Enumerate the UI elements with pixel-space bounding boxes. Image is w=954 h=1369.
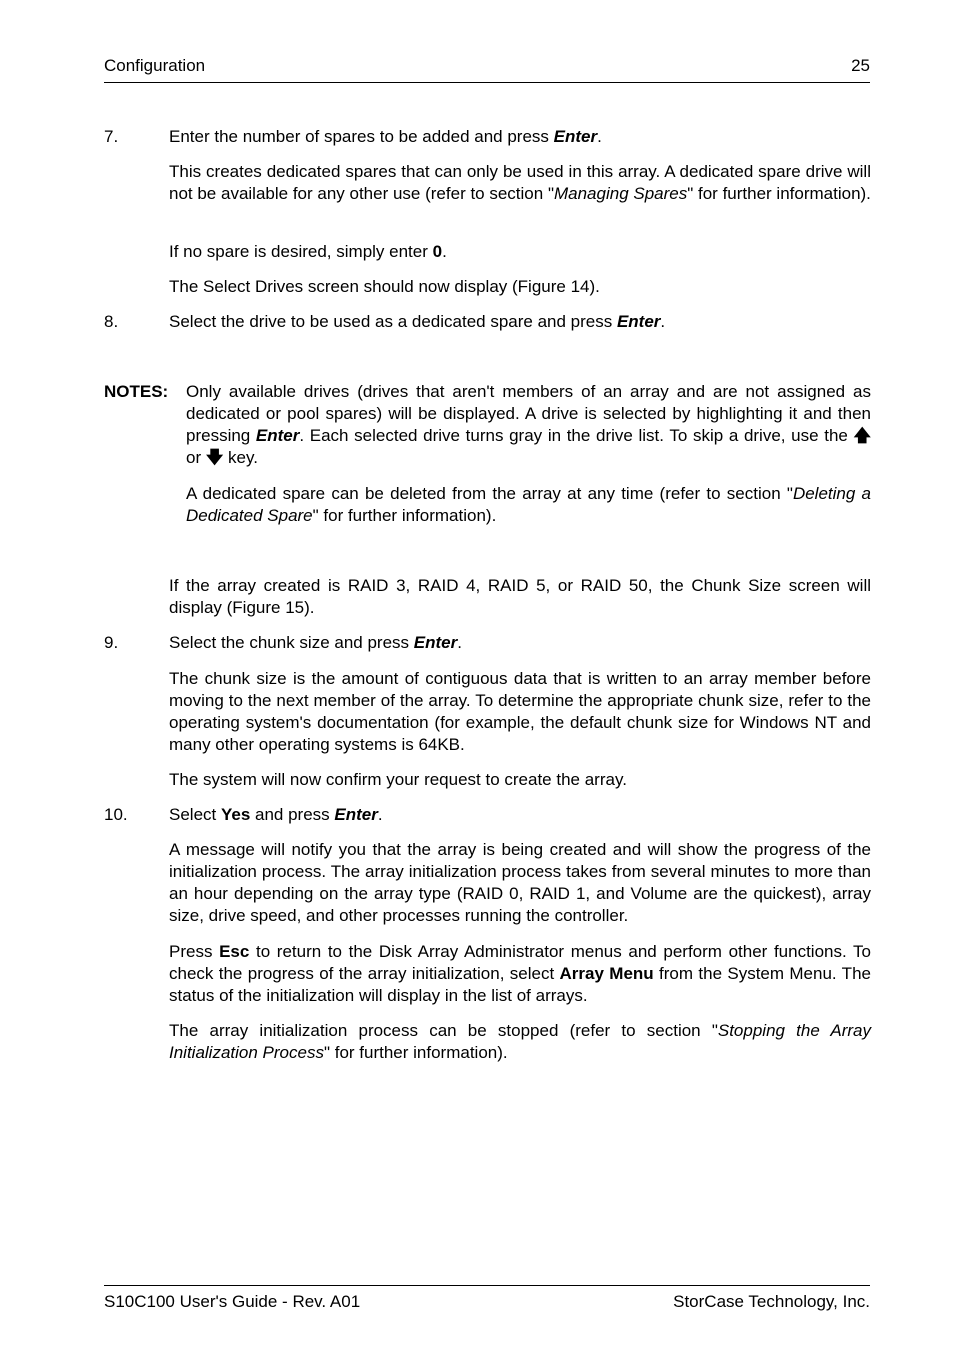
header-page-number: 25 bbox=[851, 56, 870, 75]
page-footer bbox=[104, 1285, 870, 1317]
footer-company-name: StorCase Technology, Inc. bbox=[673, 1292, 870, 1311]
page-header bbox=[104, 56, 870, 83]
zero-value: 0 bbox=[432, 242, 443, 261]
step-number: 9. bbox=[104, 633, 119, 652]
step-7-text: Enter the number of spares to be added and press Enter. bbox=[169, 127, 602, 146]
enter-key-label: Enter bbox=[334, 805, 378, 824]
notes-paragraph-2: A dedicated spare can be deleted from the array at any time (refer to section "Deleting a Dedicated Spare" for further information). bbox=[186, 484, 871, 525]
step-number: 7. bbox=[104, 127, 119, 146]
enter-key-label: Enter bbox=[255, 426, 300, 445]
section-reference: Managing Spares bbox=[553, 184, 688, 203]
step-10-paragraph-1: A message will notify you that the array is being created and will show the progress of the initialization process. The array initialization process takes from several minutes to more than an hour depending on the array type (RAID 0, RAID 1, and Volume are the quickest), array size, drive speed, and other processes running the controller. bbox=[169, 840, 871, 925]
step-number: 10. bbox=[104, 805, 128, 824]
step-7-paragraph-2: If no spare is desired, simply enter 0. bbox=[169, 242, 447, 261]
step-9-text: Select the chunk size and press Enter. bbox=[169, 633, 462, 652]
step-9-paragraph-1: The chunk size is the amount of contiguous data that is written to an array member before moving to the next member of the array. To determine the appropriate chunk size, refer to the operating system's documentation (for example, the default chunk size for Windows NT and many other operating systems is 64KB. bbox=[169, 669, 871, 754]
up-arrow-icon: 🡅 bbox=[853, 426, 871, 445]
footer-document-title: S10C100 User's Guide - Rev. A01 bbox=[104, 1292, 361, 1311]
down-arrow-icon: 🡇 bbox=[205, 448, 224, 467]
chunk-size-intro: If the array created is RAID 3, RAID 4, RAID 5, or RAID 50, the Chunk Size screen will display (Figure 15). bbox=[169, 576, 871, 617]
notes-paragraph-1: Only available drives (drives that aren't members of an array and are not assigned as dedicated or pool spares) will be displayed. A drive is selected by highlighting it and then pressing Enter. Each selected drive turns gray in the drive list. To skip a drive, use the 🡅 or 🡇 key. bbox=[186, 382, 871, 467]
section-reference: Stopping the Array Initialization Process bbox=[169, 1021, 871, 1062]
notes-label: NOTES: bbox=[104, 382, 169, 401]
section-reference: Deleting a Dedicated Spare bbox=[186, 484, 871, 525]
step-10-paragraph-2: Press Esc to return to the Disk Array Administrator menus and perform other functions. To check the progress of the array initialization, select Array Menu from the System Menu. The status of the initialization will display in the list of arrays. bbox=[169, 942, 871, 1005]
array-menu-label: Array Menu bbox=[559, 964, 654, 983]
step-10-paragraph-3: The array initialization process can be stopped (refer to section "Stopping the Array Initialization Process" for further information). bbox=[169, 1021, 871, 1062]
header-section-title: Configuration bbox=[104, 56, 206, 75]
step-8-text: Select the drive to be used as a dedicated spare and press Enter. bbox=[169, 312, 666, 331]
enter-key-label: Enter bbox=[616, 312, 661, 331]
step-number: 8. bbox=[104, 312, 119, 331]
step-9-paragraph-2: The system will now confirm your request to create the array. bbox=[169, 770, 627, 789]
step-7-paragraph-3: The Select Drives screen should now display (Figure 14). bbox=[169, 277, 600, 296]
step-10-text: Select Yes and press Enter. bbox=[169, 805, 383, 824]
esc-key-label: Esc bbox=[219, 942, 250, 961]
enter-key-label: Enter bbox=[413, 633, 458, 652]
step-7-paragraph-1: This creates dedicated spares that can only be used in this array. A dedicated spare drive will not be available for any other use (refer to section "Managing Spares" for further information). bbox=[169, 162, 871, 203]
enter-key-label: Enter bbox=[553, 127, 598, 146]
yes-option-label: Yes bbox=[220, 805, 251, 824]
